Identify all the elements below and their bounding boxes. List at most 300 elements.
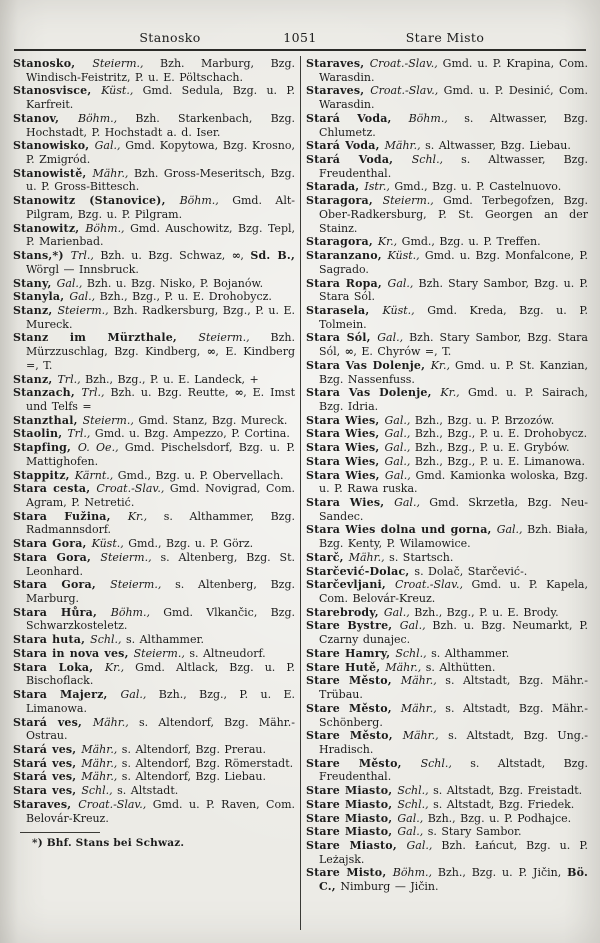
entry-headword: Stanowitz (Stanovice), xyxy=(13,194,180,208)
gazetteer-entry xyxy=(13,414,295,428)
gazetteer-entry xyxy=(306,112,588,139)
running-head-left: Stanosko xyxy=(139,30,201,45)
gazetteer-entry xyxy=(13,441,295,468)
region-abbreviation: Gal., xyxy=(394,496,420,509)
entry-text: s. Altwasser, Bzg. Liebau. xyxy=(420,139,571,153)
gazetteer-entry xyxy=(13,606,295,633)
region-abbreviation: Croat.-Slav., xyxy=(78,797,147,811)
entry-text: , E. Imst und Telfs = xyxy=(26,386,295,413)
gazetteer-entry xyxy=(306,441,588,455)
posthorn-icon: ∞ xyxy=(344,345,354,359)
entry-text: , xyxy=(240,249,251,263)
entry-headword: Stara Vas Dolenje, xyxy=(306,386,441,400)
entry-text: Gmd. u. P. Raven, Com. Belovár-Kreuz. xyxy=(26,797,295,825)
region-abbreviation: Steierm., xyxy=(382,194,434,208)
entry-text: Bzh., Bzg., P. u. E. Grybów. xyxy=(410,441,570,455)
entry-text: s. Startsch. xyxy=(384,550,454,564)
entry-headword: Stany, xyxy=(13,276,57,290)
entry-text: s. Altendorf, Bzg. Liebau. xyxy=(117,770,266,784)
region-abbreviation: Mähr., xyxy=(81,756,118,770)
entry-text: Bzh. u. Bzg. Neumarkt, P. Czarny dunajec. xyxy=(319,619,588,647)
entry-text: Gmd. Kopytowa, Bzg. Krosno, P. Zmigród. xyxy=(26,139,295,167)
region-abbreviation: Mähr., xyxy=(400,701,437,715)
region-abbreviation: Croat.-Slav., xyxy=(96,482,165,496)
entry-headword: Stanowistě, xyxy=(13,166,93,180)
entry-headword: Stare Miasto, xyxy=(306,797,398,811)
entry-headword: Stará ves, xyxy=(13,770,82,784)
entry-headword: Stare Miasto, xyxy=(306,784,398,798)
gazetteer-entry xyxy=(306,647,588,661)
gazetteer-entry xyxy=(306,606,588,620)
gazetteer-entry xyxy=(13,277,295,291)
region-abbreviation: Mähr., xyxy=(384,139,421,153)
entry-headword: Staraves, xyxy=(306,84,371,98)
entry-text: Gmd. u. Bzg. Ampezzo, P. Cortina. xyxy=(90,427,290,441)
gazetteer-entry xyxy=(13,167,295,194)
entry-text: s. Altendorf, Bzg. Mähr.-Ostrau. xyxy=(26,715,295,743)
entry-headword: Stare Hamry, xyxy=(306,646,396,660)
entry-headword: Stanz, xyxy=(13,372,58,386)
entry-headword: Stanzthal, xyxy=(13,413,83,427)
entry-text: Nimburg — Jičin. xyxy=(335,880,439,894)
entry-text: Gmd. Auschowitz, Bzg. Tepl, P. Marienbad. xyxy=(26,221,295,249)
entry-headword: Stará Voda, xyxy=(306,139,385,153)
entry-headword: Stare Misto, xyxy=(306,866,393,880)
entry-text: Gmd. Stanz, Bzg. Mureck. xyxy=(133,413,288,427)
region-abbreviation: Schl., xyxy=(397,797,429,811)
entry-text: Gmd. Pischelsdorf, Bzg. u. P. Mattighofen. xyxy=(26,441,295,468)
region-abbreviation: Gal., xyxy=(56,276,83,290)
region-abbreviation: Schl., xyxy=(90,633,122,647)
gazetteer-entry xyxy=(13,84,295,111)
entry-text: Gmd. Altlack, Bzg. u. P. Bischoflack. xyxy=(26,660,295,688)
region-abbreviation: Mähr., xyxy=(385,660,422,674)
entry-text: s. Altendorf, Bzg. Prerau. xyxy=(117,742,266,756)
region-abbreviation: Böhm., xyxy=(77,111,118,125)
entry-text: Bzh., Bzg., P. u. E. Drohobycz. xyxy=(410,427,588,441)
entry-text: Gmd. Sedula, Bzg. u. P. Karfreit. xyxy=(26,84,295,112)
entry-headword: Stanz, xyxy=(13,303,58,317)
gazetteer-entry xyxy=(306,359,588,386)
region-abbreviation: Böhm., xyxy=(85,221,125,235)
gazetteer-entry xyxy=(13,688,295,715)
region-abbreviation: Gal., xyxy=(383,605,410,619)
entry-text: s. Altstadt, Bzg. Mähr.-Schönberg. xyxy=(319,701,588,729)
entry-headword: Starčevljani, xyxy=(306,578,395,592)
gazetteer-entry xyxy=(13,633,295,647)
region-abbreviation: Croat.-Slav., xyxy=(369,57,438,70)
region-abbreviation: Gal., xyxy=(496,523,523,537)
gazetteer-entry xyxy=(13,139,295,166)
gazetteer-entry xyxy=(306,249,588,276)
entry-text: s. Altenberg, Bzg. St. Leonhard. xyxy=(26,550,295,578)
entry-headword: Stará ves, xyxy=(13,756,82,770)
region-abbreviation: Steierm., xyxy=(92,57,144,70)
entry-text: s. Altneudorf. xyxy=(184,646,266,660)
gazetteer-entry xyxy=(306,661,588,675)
region-abbreviation: Trl., xyxy=(70,249,94,263)
entry-text: Gmd. Kreda, Bzg. u. P. Tolmein. xyxy=(319,303,588,331)
entry-text: Bzh., Bzg., P. u. E. Brody. xyxy=(409,605,559,619)
region-abbreviation: Mähr., xyxy=(81,770,118,784)
entry-text: Bzh. Starkenbach, Bzg. Hochstadt, P. Hochstadt a. d. Iser. xyxy=(26,111,295,139)
gazetteer-entry xyxy=(306,784,588,798)
footnote: *) Bhf. Stans bei Schwaz. xyxy=(32,837,185,850)
entry-text: Bzh. Marburg, Bzg. Windisch-Feistritz, P. u. E. Pöltschach. xyxy=(26,57,295,84)
region-abbreviation: Gal., xyxy=(120,688,147,702)
entry-text: Bzh. Stary Sambor, Bzg. Stara Sól, xyxy=(319,331,588,359)
gazetteer-entry xyxy=(306,57,588,84)
entry-headword: Staragora, xyxy=(306,194,383,208)
entry-text: Gmd., Bzg. u. P. Obervellach. xyxy=(113,468,284,482)
region-abbreviation: Gal., xyxy=(406,838,433,852)
gazetteer-entry xyxy=(306,331,588,358)
entry-headword: Stara Wies, xyxy=(306,496,395,509)
entry-text: Bzh. u. Bzg. Reutte, xyxy=(104,386,235,400)
region-abbreviation: O. Oe., xyxy=(77,441,119,455)
entry-text: Bzh. Radkersburg, Bzg., P. u. E. Mureck. xyxy=(26,303,295,331)
gazetteer-entry xyxy=(13,249,295,276)
gazetteer-entry xyxy=(306,180,588,194)
gazetteer-entry xyxy=(13,647,295,661)
entry-text: Gmd. u. P. Krapina, Com. Warasdin. xyxy=(319,57,588,84)
gazetteer-entry xyxy=(306,153,588,180)
gazetteer-entry xyxy=(13,304,295,331)
gazetteer-entry xyxy=(306,839,588,866)
entry-text: Gmd. u. Bzg. Monfalcone, P. Sagrado. xyxy=(319,249,588,276)
region-abbreviation: Böhm., xyxy=(408,111,448,125)
entry-text: Bzh., Bzg. u. P. Podhajce. xyxy=(423,811,572,825)
gazetteer-entry xyxy=(13,537,295,551)
gazetteer-entry xyxy=(306,414,588,428)
region-abbreviation: Küst., xyxy=(387,249,420,263)
entry-text: Gmd. u. P. Kapela, Com. Belovár-Kreuz. xyxy=(319,578,588,606)
entry-headword: Stara Wies, xyxy=(306,468,385,482)
gazetteer-entry xyxy=(306,139,588,153)
entry-headword: Stara Gora, xyxy=(13,537,92,551)
entry-headword: Staraves, xyxy=(13,797,79,811)
entry-text: s. Althütten. xyxy=(421,660,496,674)
entry-headword: Stara Majerz, xyxy=(13,688,121,702)
gazetteer-entry xyxy=(13,482,295,509)
gazetteer-entry xyxy=(13,331,295,372)
gazetteer-entry xyxy=(306,729,588,756)
gazetteer-entry xyxy=(13,290,295,304)
entry-headword: Stará ves, xyxy=(13,715,93,729)
region-abbreviation: Croat.-Slav., xyxy=(370,84,439,98)
entry-text: Gmd., Bzg. u. P. Castelnuovo. xyxy=(389,180,562,194)
entry-text: s. Altstadt, Bzg. Friedek. xyxy=(428,797,575,811)
region-abbreviation: Kärnt., xyxy=(74,468,114,482)
gazetteer-entry xyxy=(13,373,295,387)
region-abbreviation: Kr., xyxy=(440,386,460,400)
entry-headword: Stanz im Mürzthale, xyxy=(13,331,199,345)
entry-headword: Starasela, xyxy=(306,303,383,317)
entry-text: s. Dolač, Starčević-. xyxy=(414,564,528,578)
entry-text: Gmd. u. P. Sairach, Bzg. Idria. xyxy=(319,386,588,413)
page-number: 1051 xyxy=(283,30,317,45)
column-divider-rule xyxy=(300,56,301,930)
entry-text: Bzh., Bzg., P. u. E. Limanowa. xyxy=(26,688,295,715)
entry-text: Bzh. u. Bzg. Nisko, P. Bojanów. xyxy=(82,276,264,290)
entry-text: Gmd., Bzg. u. P. Görz. xyxy=(123,537,254,551)
entry-text: Gmd. Vlkančic, Bzg. Schwarzkosteletz. xyxy=(26,605,295,633)
region-abbreviation: Mähr., xyxy=(81,742,118,756)
entry-headword: Stare Bystre, xyxy=(306,619,400,633)
region-abbreviation: Mähr., xyxy=(92,715,129,729)
entry-headword: Starebrody, xyxy=(306,605,384,619)
entry-headword: Stara Wies dolna und gorna, xyxy=(306,523,497,537)
entry-headword: Starada, xyxy=(306,180,365,194)
region-abbreviation: Gal., xyxy=(384,413,411,427)
entry-headword: Stanosvisce, xyxy=(13,84,102,98)
gazetteer-entry xyxy=(306,551,588,565)
region-abbreviation: Schl., xyxy=(420,756,452,770)
gazetteer-entry xyxy=(306,427,588,441)
region-abbreviation: Böhm., xyxy=(179,194,219,208)
region-abbreviation: Istr., xyxy=(364,180,390,194)
gazetteer-entry xyxy=(306,84,588,111)
entry-text: s. Althammer. xyxy=(121,633,205,647)
gazetteer-entry xyxy=(13,222,295,249)
region-abbreviation: Kr., xyxy=(104,660,125,674)
region-abbreviation: Schl., xyxy=(395,646,427,660)
entry-headword: Stara ves, xyxy=(13,784,82,798)
entry-headword: Stans,*) xyxy=(13,249,71,263)
footnote-rule xyxy=(20,832,100,833)
region-abbreviation: Gal., xyxy=(397,825,424,839)
entry-headword: Stare Miasto, xyxy=(306,838,407,852)
region-abbreviation: Gal., xyxy=(384,441,411,455)
column-right xyxy=(306,57,588,894)
entry-text: Bzh., Bzg. u. P. Brzozów. xyxy=(410,413,555,427)
entry-text: Gmd. u. P. Desinić, Com. Warasdin. xyxy=(319,84,588,112)
entry-text: Bzh., Bzg. u. P. Jičin, xyxy=(432,866,568,880)
gazetteer-entry xyxy=(13,757,295,771)
entry-headword: Starčević-Dolac, xyxy=(306,564,415,578)
entry-headword: Stare Hutě, xyxy=(306,660,386,674)
gazetteer-entry xyxy=(306,194,588,235)
gazetteer-entry xyxy=(13,578,295,605)
entry-text: s. Althammer. xyxy=(426,646,510,660)
gazetteer-entry xyxy=(306,825,588,839)
gazetteer-entry xyxy=(13,510,295,537)
gazetteer-entry xyxy=(13,57,295,84)
region-abbreviation: Trl., xyxy=(57,372,81,386)
gazetteer-entry xyxy=(306,523,588,550)
region-abbreviation: Gal., xyxy=(397,811,424,825)
gazetteer-entry xyxy=(306,578,588,605)
gazetteer-entry xyxy=(306,812,588,826)
region-abbreviation: Mähr., xyxy=(400,674,437,688)
entry-text: Gmd. Skrzetła, Bzg. Neu-Sandec. xyxy=(319,496,588,523)
region-abbreviation: Gal., xyxy=(387,276,414,290)
entry-headword: Stara Wies, xyxy=(306,454,385,468)
posthorn-icon: ∞ xyxy=(231,249,241,263)
entry-text: s. Altwasser, Bzg. Chlumetz. xyxy=(319,111,588,139)
entry-headword: Stara huta, xyxy=(13,633,91,647)
posthorn-icon: ∞ xyxy=(206,345,216,359)
entry-text: s. Altstadt, Bzg. Freistadt. xyxy=(428,784,583,798)
region-abbreviation: Steierm., xyxy=(100,550,152,564)
gazetteer-entry xyxy=(306,277,588,304)
entry-headword: Stappitz, xyxy=(13,468,75,482)
entry-headword: Stara Wies, xyxy=(306,413,385,427)
region-abbreviation: Böhm., xyxy=(110,605,150,619)
entry-headword: Stare Miasto, xyxy=(306,825,398,839)
region-abbreviation: Küst., xyxy=(382,303,415,317)
region-abbreviation: Steierm., xyxy=(110,578,162,592)
region-abbreviation: Gal., xyxy=(384,468,411,482)
region-abbreviation: Gal., xyxy=(377,331,404,345)
entry-text: Gmd. Alt-Pilgram, Bzg. u. P. Pilgram. xyxy=(26,194,295,221)
gazetteer-entry xyxy=(13,551,295,578)
entry-text: Gmd. Novigrad, Com. Agram, P. Netretić. xyxy=(26,482,295,509)
entry-text: Bzh., Bzg., P. u. E. Limanowa. xyxy=(410,454,585,468)
entry-headword: Stara Ropa, xyxy=(306,276,388,290)
entry-headword: Stara Wies, xyxy=(306,441,385,455)
running-head-right: Stare Misto xyxy=(405,30,485,45)
gazetteer-entry xyxy=(306,386,588,413)
region-abbreviation: Croat.-Slav., xyxy=(394,578,463,592)
region-abbreviation: Steierm., xyxy=(133,646,185,660)
entry-text: Gmd. Kamionka woloska, Bzg. u. P. Rawa ruska. xyxy=(319,468,588,496)
region-abbreviation: Küst., xyxy=(91,537,124,551)
region-abbreviation: Gal., xyxy=(384,454,411,468)
entry-text: Bzh. Gross-Meseritsch, Bzg. u. P. Gross-Bittesch. xyxy=(26,166,296,194)
running-header xyxy=(0,30,600,48)
entry-headword: Stará Voda, xyxy=(306,111,409,125)
entry-headword: Stara cesta, xyxy=(13,482,97,496)
entry-headword: Sd. B., xyxy=(250,249,295,263)
entry-text: s. Altstadt, Bzg. Ung.-Hradisch. xyxy=(319,729,588,756)
posthorn-icon: ∞ xyxy=(234,386,244,400)
entry-headword: Stara Hůra, xyxy=(13,605,111,619)
gazetteer-entry xyxy=(13,469,295,483)
entry-text: s. Altstadt, Bzg. Mähr.-Trübau. xyxy=(319,674,588,702)
entry-headword: Stará ves, xyxy=(13,742,82,756)
entry-text: s. Althammer, Bzg. Radmannsdorf. xyxy=(26,509,295,537)
entry-headword: Stara Wies, xyxy=(306,427,385,441)
gazetteer-entry xyxy=(306,674,588,701)
gazetteer-entry xyxy=(306,798,588,812)
entry-headword: Stanosko, xyxy=(13,57,93,70)
gazetteer-entry xyxy=(306,235,588,249)
region-abbreviation: Gal., xyxy=(69,290,96,304)
entry-text: Gmd., Bzg. u. P. Treffen. xyxy=(397,235,541,249)
gazetteer-entry xyxy=(13,427,295,441)
entry-headword: Stanowisko, xyxy=(13,139,95,153)
entry-headword: Starč, xyxy=(306,550,349,564)
entry-text: Bzh. u. Bzg. Schwaz, xyxy=(93,249,232,263)
entry-text: Bzh. Łańcut, Bzg. u. P. Leżajsk. xyxy=(319,838,588,866)
entry-headword: Staranzano, xyxy=(306,249,388,263)
entry-text: , E. Chyrów =, T. xyxy=(353,345,452,359)
region-abbreviation: Schl., xyxy=(411,153,444,167)
entry-headword: Stara in nova ves, xyxy=(13,646,134,660)
region-abbreviation: Küst., xyxy=(101,84,134,98)
gazetteer-entry xyxy=(13,112,295,139)
region-abbreviation: Gal., xyxy=(94,139,121,153)
entry-headword: Stara Fužina, xyxy=(13,509,128,523)
region-abbreviation: Mähr., xyxy=(348,550,385,564)
entry-headword: Stanowitz, xyxy=(13,221,86,235)
entry-headword: Stanov, xyxy=(13,111,78,125)
entry-text: s. Altwasser, Bzg. Freudenthal. xyxy=(319,153,588,180)
region-abbreviation: Mähr., xyxy=(402,729,439,743)
entry-headword: Stare Miasto, xyxy=(306,811,398,825)
gazetteer-entry xyxy=(306,496,588,523)
entry-headword: Stare Město, xyxy=(306,674,401,688)
gazetteer-entry xyxy=(13,770,295,784)
entry-text: Gmd. Terbegofzen, Bzg. Ober-Radkersburg, P. St. Georgen an der Stainz. xyxy=(319,194,588,235)
region-abbreviation: Trl., xyxy=(67,427,91,441)
gazetteer-entry xyxy=(306,304,588,331)
gazetteer-entry xyxy=(306,702,588,729)
gazetteer-entry xyxy=(306,469,588,496)
entry-text: Bzh. Stary Sambor, Bzg. u. P. Stara Sól. xyxy=(319,276,589,304)
gazetteer-entry xyxy=(13,194,295,221)
region-abbreviation: Kr., xyxy=(127,509,148,523)
entry-text: Bzh., Bzg., P. u. E. Drohobycz. xyxy=(95,290,272,304)
region-abbreviation: Schl., xyxy=(397,784,429,798)
gazetteer-entry xyxy=(306,866,588,893)
region-abbreviation: Steierm., xyxy=(57,303,109,317)
header-rule xyxy=(14,49,586,51)
entry-headword: Stare Město, xyxy=(306,701,401,715)
gazetteer-entry xyxy=(13,743,295,757)
entry-headword: Stará Voda, xyxy=(306,153,412,167)
gazetteer-entry xyxy=(306,619,588,646)
entry-text: s. Altstadt, Bzg. Freudenthal. xyxy=(319,756,589,784)
region-abbreviation: Gal., xyxy=(399,619,426,633)
entry-text: Bzh., Bzg., P. u. E. Landeck, + xyxy=(80,372,259,386)
region-abbreviation: Böhm., xyxy=(392,866,432,880)
entry-headword: Staragora, xyxy=(306,235,378,249)
entry-text: Wörgl — Innsbruck. xyxy=(26,262,139,276)
entry-headword: Staolin, xyxy=(13,427,68,441)
entry-headword: Stara Vas Dolenje, xyxy=(306,358,431,372)
region-abbreviation: Mähr., xyxy=(92,166,129,180)
region-abbreviation: Schl., xyxy=(81,784,113,798)
entry-text: s. Stary Sambor. xyxy=(423,825,522,839)
gazetteer-entry xyxy=(306,455,588,469)
entry-text: s. Altstadt. xyxy=(112,784,179,798)
entry-text: s. Altenberg, Bzg. Marburg. xyxy=(26,578,296,606)
gazetteer-entry xyxy=(13,784,295,798)
entry-text: Bzh. Biała, Bzg. Kenty, P. Wilamowice. xyxy=(319,523,588,551)
entry-headword: Stare Město, xyxy=(306,729,403,743)
entry-headword: Stara Gora, xyxy=(13,578,111,592)
entry-text: Gmd. u. P. St. Kanzian, Bzg. Nassenfuss. xyxy=(319,358,588,386)
entry-text: Bzh. Mürzzuschlag, Bzg. Kindberg, xyxy=(26,331,295,359)
entry-text: s. Altendorf, Bzg. Römerstadt. xyxy=(117,756,294,770)
entry-headword: Stara Gora, xyxy=(13,550,101,564)
entry-headword: Stare Město, xyxy=(306,756,421,770)
gazetteer-entry xyxy=(306,565,588,579)
region-abbreviation: Kr., xyxy=(430,358,450,372)
entry-headword: Stapfing, xyxy=(13,441,78,455)
entry-text: , E. Kindberg =, T. xyxy=(26,345,295,372)
entry-headword: Stara Loka, xyxy=(13,660,105,674)
entry-headword: Staraves, xyxy=(306,57,370,70)
entry-headword: Stanyla, xyxy=(13,290,70,304)
entry-headword: Stanzach, xyxy=(13,386,82,400)
region-abbreviation: Steierm., xyxy=(198,331,250,345)
entry-headword: Stara Sól, xyxy=(306,331,378,345)
gazetteer-entry xyxy=(13,386,295,413)
region-abbreviation: Kr., xyxy=(377,235,398,249)
